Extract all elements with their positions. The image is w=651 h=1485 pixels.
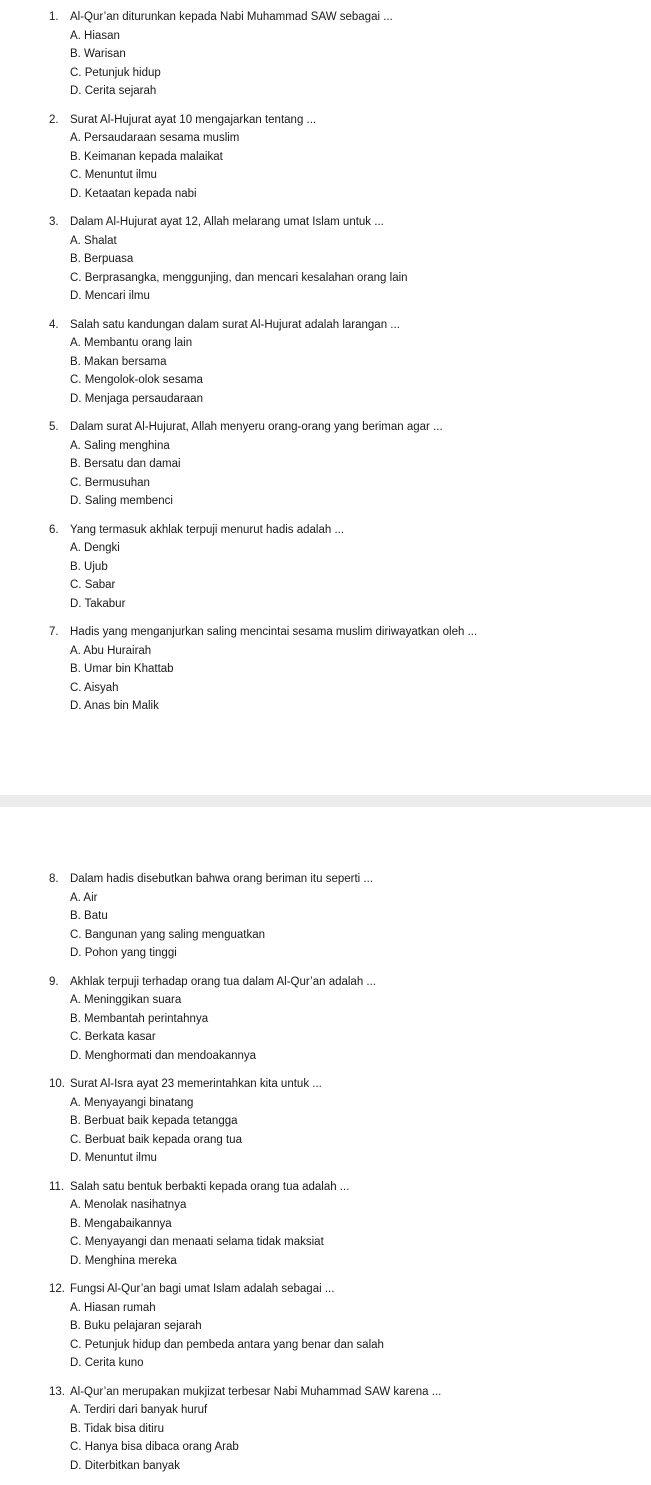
question-item: [49, 8, 477, 101]
answer-option: A. Hiasan rumah: [70, 1301, 156, 1314]
question-text: Al-Qur’an diturunkan kepada Nabi Muhammad SAW sebagai ...: [70, 11, 393, 23]
answer-option: A. Menyayangi binatang: [70, 1096, 194, 1109]
question-item: [49, 870, 441, 963]
question-item: [49, 521, 477, 614]
answer-options: [49, 437, 477, 511]
answer-option: D. Menjaga persaudaraan: [70, 392, 203, 405]
answer-options: [49, 1196, 441, 1270]
page-separator: [0, 795, 651, 807]
answer-options: [49, 642, 477, 716]
answer-options: [49, 334, 477, 408]
answer-option: D. Mencari ilmu: [70, 290, 150, 302]
question-number: 6.: [49, 523, 59, 536]
answer-options: [49, 1299, 441, 1373]
question-item: [49, 111, 477, 204]
answer-option: B. Makan bersama: [70, 355, 167, 368]
answer-option: A. Terdiri dari banyak huruf: [70, 1404, 208, 1416]
question-number: 11.: [49, 1180, 65, 1193]
answer-option: A. Saling menghina: [70, 439, 170, 452]
answer-option: D. Ketaatan kepada nabi: [70, 187, 197, 200]
answer-option: C. Bermusuhan: [70, 476, 150, 489]
answer-option: C. Petunjuk hidup dan pembeda antara yang benar dan salah: [70, 1338, 384, 1351]
answer-option: B. Ujub: [70, 560, 108, 573]
question-number: 13.: [49, 1385, 65, 1398]
answer-option: B. Buku pelajaran sejarah: [70, 1320, 202, 1332]
answer-options: [49, 129, 477, 203]
answer-option: A. Membantu orang lain: [70, 337, 193, 349]
answer-option: C. Bangunan yang saling menguatkan: [70, 928, 266, 941]
question-list: [49, 8, 477, 726]
answer-option: B. Mengabaikannya: [70, 1217, 172, 1230]
question-text: Dalam Al-Hujurat ayat 12, Allah melarang umat Islam untuk ...: [70, 216, 384, 228]
answer-option: A. Air: [70, 891, 98, 904]
question-number: 2.: [49, 113, 59, 126]
question-text: Surat Al-Hujurat ayat 10 mengajarkan tentang ...: [70, 113, 317, 126]
answer-option: D. Menghormati dan mendoakannya: [70, 1049, 257, 1062]
answer-option: C. Berkata kasar: [70, 1031, 156, 1043]
answer-option: D. Menghina mereka: [70, 1254, 177, 1267]
answer-option: B. Berpuasa: [70, 253, 134, 265]
question-text: Hadis yang menganjurkan saling mencintai sesama muslim diriwayatkan oleh ...: [70, 626, 478, 638]
question-item: [49, 1280, 441, 1373]
answer-option: D. Diterbitkan banyak: [70, 1459, 180, 1472]
answer-option: A. Menolak nasihatnya: [70, 1199, 187, 1211]
question-list: [49, 870, 441, 1485]
question-number: 5.: [49, 421, 59, 433]
question-item: [49, 973, 441, 1066]
question-item: [49, 623, 477, 716]
question-text: Surat Al-Isra ayat 23 memerintahkan kita untuk ...: [70, 1078, 322, 1090]
answer-option: C. Menyayangi dan menaati selama tidak maksiat: [70, 1236, 324, 1248]
question-text: Yang termasuk akhlak terpuji menurut hadis adalah ...: [70, 523, 345, 536]
question-text: Fungsi Al-Qur’an bagi umat Islam adalah sebagai ...: [70, 1283, 335, 1295]
answer-option: B. Batu: [70, 910, 108, 922]
answer-option: A. Hiasan: [70, 29, 120, 42]
question-item: [49, 418, 477, 511]
answer-option: C. Menuntut ilmu: [70, 169, 157, 181]
answer-option: B. Bersatu dan damai: [70, 458, 181, 470]
answer-option: D. Pohon yang tinggi: [70, 947, 177, 959]
question-text: Al-Qur’an merupakan mukjizat terbesar Nabi Muhammad SAW karena ...: [70, 1385, 442, 1398]
answer-option: C. Petunjuk hidup: [70, 66, 161, 79]
answer-option: D. Cerita sejarah: [70, 85, 157, 97]
question-number: 1.: [49, 11, 59, 23]
question-number: 4.: [49, 318, 59, 331]
question-item: [49, 213, 477, 306]
answer-option: B. Keimanan kepada malaikat: [70, 150, 223, 163]
answer-option: B. Membantah perintahnya: [70, 1012, 209, 1025]
answer-option: C. Berprasangka, menggunjing, dan mencari kesalahan orang lain: [70, 271, 408, 284]
answer-options: [49, 27, 477, 101]
answer-options: [49, 232, 477, 306]
question-number: 9.: [49, 975, 59, 988]
answer-option: B. Berbuat baik kepada tetangga: [70, 1115, 238, 1127]
question-item: [49, 1383, 441, 1476]
answer-options: [49, 889, 441, 963]
answer-option: C. Sabar: [70, 579, 116, 591]
question-item: [49, 1075, 441, 1168]
question-text: Salah satu bentuk berbakti kepada orang tua adalah ...: [70, 1180, 350, 1193]
answer-option: D. Cerita kuno: [70, 1357, 144, 1369]
answer-option: C. Berbuat baik kepada orang tua: [70, 1133, 242, 1146]
answer-option: D. Saling membenci: [70, 495, 173, 507]
question-item: [49, 1178, 441, 1271]
answer-option: A. Abu Hurairah: [70, 644, 152, 657]
question-item: [49, 316, 477, 409]
question-number: 12.: [49, 1283, 65, 1295]
question-text: Dalam hadis disebutkan bahwa orang beriman itu seperti ...: [70, 873, 374, 885]
answer-options: [49, 991, 441, 1065]
question-number: 8.: [49, 873, 59, 885]
answer-option: D. Takabur: [70, 597, 126, 610]
question-number: 7.: [49, 626, 59, 638]
question-number: 10.: [49, 1078, 65, 1090]
answer-option: C. Aisyah: [70, 681, 119, 694]
answer-option: B. Warisan: [70, 48, 126, 60]
answer-option: B. Tidak bisa ditiru: [70, 1422, 164, 1435]
document-page-2: [0, 807, 651, 1472]
answer-option: A. Dengki: [70, 542, 120, 554]
answer-option: C. Mengolok-olok sesama: [70, 374, 203, 386]
question-text: Salah satu kandungan dalam surat Al-Hujurat adalah larangan ...: [70, 318, 400, 331]
answer-options: [49, 539, 477, 613]
answer-option: A. Meninggikan suara: [70, 994, 182, 1006]
answer-option: D. Anas bin Malik: [70, 700, 159, 712]
answer-option: A. Shalat: [70, 234, 117, 247]
question-text: Dalam surat Al-Hujurat, Allah menyeru orang-orang yang beriman agar ...: [70, 421, 443, 433]
answer-option: C. Hanya bisa dibaca orang Arab: [70, 1441, 239, 1453]
answer-options: [49, 1401, 441, 1475]
answer-option: B. Umar bin Khattab: [70, 663, 174, 675]
question-number: 3.: [49, 216, 59, 228]
answer-option: A. Persaudaraan sesama muslim: [70, 132, 240, 144]
question-text: Akhlak terpuji terhadap orang tua dalam Al-Qur’an adalah ...: [70, 975, 377, 988]
answer-options: [49, 1094, 441, 1168]
answer-option: D. Menuntut ilmu: [70, 1152, 157, 1164]
